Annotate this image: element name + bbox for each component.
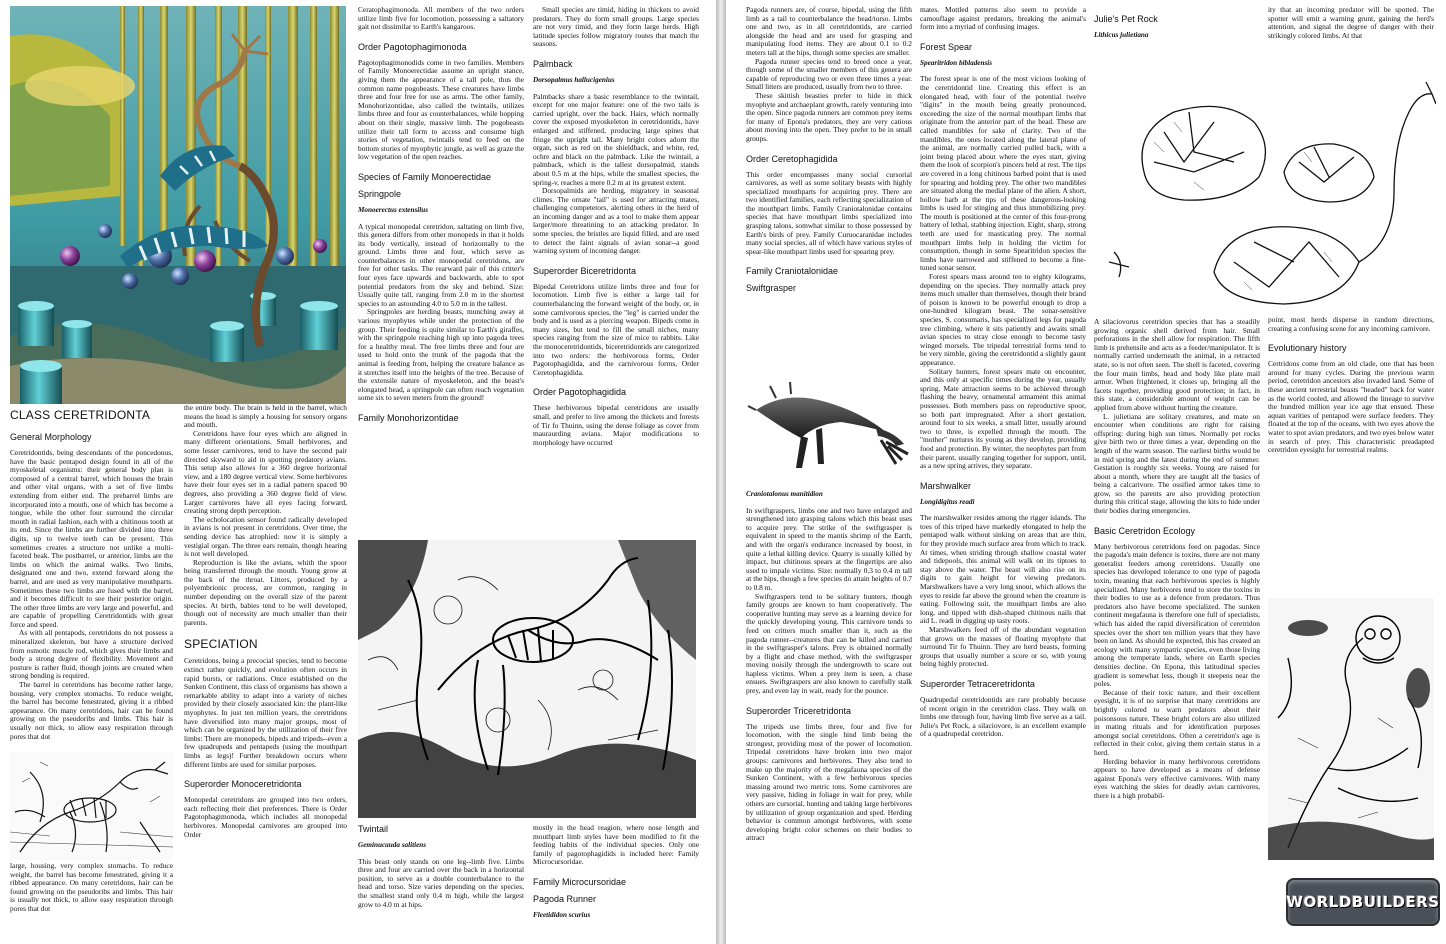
heading-basic-ceretridon-ecology: Basic Ceretridon Ecology xyxy=(1094,525,1196,536)
jungle-scene-illustration xyxy=(10,6,346,404)
heading-marshwalker: Marshwalker xyxy=(920,480,972,491)
heading-forest-spear: Forest Spear xyxy=(920,41,973,52)
twintail-sketch-illustration xyxy=(358,540,696,818)
heading-family-microcursoridae: Family Microcursoridae xyxy=(533,876,627,887)
paragraph: Marshwalkers feed off of the abundant vegetation that grows on the masses of floating myophyte that surround Tir fo Thuinn. They are herd beasts, forming groups that usually number a score or so, with young being highly protected. xyxy=(920,625,1086,669)
heading-order-ceretophagidida: Order Ceretophagidida xyxy=(746,153,838,164)
scientific-name: Dorsopalmus hallucigenius xyxy=(533,75,615,84)
pet-rock-sketch-illustration xyxy=(1094,52,1436,314)
paragraph: The marshwalker resides among the rigger islands. The toes of this triped have markedly elongated to help the pentapod walk without sinking on areas that are thin, for they provide much surface area from which to track. At times, when striding through shallow coastal water and tidepools, this animal will walk on its tiptoes to stay above the water. The beast will also rise on its digits to gain height for viewing predators. Marshwalkers have a very long snout, which allows the eyes to reside far above the ground when the creature is eating. Following suit, the mouthpart limbs are also long, and tipped with dish-shaped chitinous nails that aid L. readi in digging up tasty roots. xyxy=(920,513,1086,626)
paragraph: Pagoda runners are, of course, bipedal, using the fifth limb as a tail to counterbalance the head/torso. Limbs one and two, as in all ceretridontids, are carried alongside the head and are used for grasping and manipulating food items. They are about 0.1 to 0.2 meters tall at the hips, though some species are smaller. xyxy=(746,6,912,57)
paragraph: Ceretridons have four eyes which are aligned in many different orientations. Small herbivores, and some lesser carnivores, tend to have the second pair directed skyward to aid in spotting predatory avians. This setup also allows for a 360 degree horizontal view, and a 180 degree vertical view. Some herbivores have their four eyes set in a radial pattern spaced 90 degrees, also providing a 360 degree field of view. Larger carnivores have all eyes facing forward, creating strong depth perception. xyxy=(184,428,347,516)
paragraph-continued: large, housing, very complex stomachs. To reduce weight, the barrel has become fenestrated, giving it a ribbed appearance. On many ceretridons, hair can be found growing on the pseudoribs and limbs. This hair is usually not thick, to allow easy respiration through pores that dot xyxy=(10,862,173,913)
paragraph: mostly in the head reagion, where nose length and mouthpart limb styles have been modified to fit the feeding habits of the individual species. Only one family of pagotophagidids is included here: Family Microcursoridae. xyxy=(533,823,699,867)
left-column-1 xyxy=(10,404,173,752)
right-page xyxy=(726,0,1446,944)
heading-superorder-triceretridonta: Superorder Triceretridonta xyxy=(746,705,852,716)
paragraph: A typical monopedal ceretridon, saltating on limb five, this genera differs from other monopeds in that it holds its body vertically, instead of horizontally to the ground. Limbs three and four, which serve as counterbalances in other monopedal ceretridons, are free for other tasks. The rearward pair of this critter's four eyes face upwards and backwards, able to spot potential predators from the sky and behind. Size: Usually quite tall, ranging from 2.0 m in the shortest species to an astounding 4.0 to 5.0 m in the tallest. xyxy=(358,221,524,308)
paragraph: Swiftgraspers tend to be solitary hunters, though family groups are known to hunt cooperatively. The cooperative hunting may serve as a learning device for the quickly developing young. This carnivore tends to feed on critters much smaller than it, such as the pagoda runner--creatures that can be killed and carried in the swiftgrasper's talons. Prey is obtained normally by a flight and chase method, with the swiftgrasper moving noisily through the undergrowth to scare out hapless victims. When a prey item is seen, a chase ensues. Swiftgraspers are also known to carefully stalk prey, and even lay in wait, ready for the pounce. xyxy=(746,591,912,696)
logo-text: WORLDBUILDERS xyxy=(1286,893,1440,911)
swiftgrasper-illustration xyxy=(746,380,916,472)
worldbuilders-logo xyxy=(1286,878,1440,926)
scientific-name: Monoerectus extensilus xyxy=(358,205,429,214)
paragraph: A silaciovorus ceretridon species that has a steadily growing organic shell derived from hair. Small perforations in the shell allow for respiration. The fifth limb is prehensile and acts as a feeder/manipulator. It is normally carried underneath the animal, in a retracted state, so is not often seen. The shell is faceted, covering the four main limbs, head and body like plate mail armor. When frightened, it closes up, bringing all the facets together, providing good protection; in fact, in this state, a considerable amount of weight can be applied from above without hurting the creature. xyxy=(1094,318,1260,412)
page-gutter xyxy=(716,0,726,944)
right-column-3 xyxy=(1094,318,1260,942)
paragraph: Because of their toxic nature, and their excellent eyesight, it is of no surprise that many ceretridons are brightly colored to warn predators about their poisonsous nature. These bright colors are also utilized in mating rituals and for identification purposes amongst social ceretridons. Often a ceretridon's age is reflected in their color, giving them certain status in a herd. xyxy=(1094,687,1260,757)
paragraph: Monopedal ceretridons are grouped into two orders, each reflecting their diet preferences. There is Order Pagotophagimonoda, which includes all monopedal herbivores. Monopedal carnivores are grouped into Order xyxy=(184,795,347,839)
paragraph: This beast only stands on one leg--limb five. Limbs three and four are carried over the back in a horizontal position, to serve as a double counterbalance to the head and torso. Size varies depending on the species, the smallest stand only 0.4 m high, while the largest grow to 4.0 m at hips. xyxy=(358,856,524,909)
right-column-1 xyxy=(746,6,912,376)
paragraph: ity that an incoming predator will be spotted. The spotter will emit a warning grunt, gaining the herd's attention, and signal the degree of danger with their strikingly colored limbs. At that xyxy=(1268,6,1434,40)
paragraph: L. julietiana are solitary creatures, and mate on encounter when conditions are right for raising offspring: during high sun times. Normally pet rocks give birth two or three times a year, depending on the length of the warm season. The earliest births would be in mid spring and the latest during the end of summer. Gestation is roughly six weeks. Young are raised for about a month, where they are taught all the basics of being a calcarivore. The ossified armor takes time to grow, so the parents are also providing protection during this critical stage, allowing the kits to hide under their bodies during emergencies. xyxy=(1094,411,1260,516)
heading-palmback: Palmback xyxy=(533,58,573,69)
heading-speciation: SPECIATION xyxy=(184,637,258,652)
heading-twintail: Twintail xyxy=(358,824,389,834)
right-column-1-lower xyxy=(746,486,912,942)
paragraph: Pagotophagimonodids come in two families. Members of Family Monoerectidae assume an upright stance, giving them the appearance of a tall pole, thus the common name pogobeasts. These creatures have limbs three and four free for use as arms. The other family, Monohorizontidae, also called the twintails, utilizes limbs three and four as counterbalances, while hopping about on their single, massive limb. The pogobeasts utilize their tall form to access and consume high stories of vegetation, twintails tend to feed on the bottom stories of myophytic jungle, as well as graze the low vegetation of the open reaches. xyxy=(358,57,524,162)
paragraph: Bipedal Ceretridons utilize limbs three and four for locomotion. Limb five is either a large tail for counterbalancing the forward weight of the body, or, in some carnivorous species, the "leg" is carried under the body and is used as a piercing weapon. Bipeds come in many sizes, but tend to fill the small niches, many species ranging from the size of mice to rabbits. Like the monoceretridontids, biceretridontids are categorized into two orders: the herbivorous forms, Order Pagotophagidida, and the carnivorous forms, Order Ceretophagidida. xyxy=(533,281,699,377)
heading-family-monohorizontidae: Family Monohorizontidae xyxy=(358,412,459,423)
paragraph: Herding behavior in many herbivorous ceretridons appears to have developed as a means of defense against Epona's very effective carnivores. With many eyes watching the skies for deadly avian carnivores, there is a high probabil- xyxy=(1094,756,1260,800)
scientific-name: Craniotalonus manitidion xyxy=(746,490,823,498)
heading-springpole: Springpole xyxy=(358,188,402,199)
left-column-3-lower xyxy=(358,820,524,942)
scientific-name: Geminucauda salitiens xyxy=(358,841,427,849)
paragraph: Solitary hunters, forest spears mate on encounter, and this only at specific times during the year, usually spring. Mate attraction seems to be achieved through flashing the heavy, ornamental armament this animal possesses. Both members pass on reproductive spoor, so both part impregnated. After a short gestation, around four to six weeks, a small litter, usually around two to three, is expelled through the mouth. The "mother" nurtures its young as they develop, providing food and protection. By winter, the neophytes part from their parent, usually ranging together for support, until, as a new spring arrives, they separate. xyxy=(920,366,1086,471)
paragraph: In swiftgraspers, limbs one and two have enlarged and strengthened into grasping talons which this beast uses to acquire prey. The strike of the swiftgrasper is equivalent in speed to the mantis shrimp of the Earth, and with the organ's endurance increased by boost, in quite a lethal killing device. Quarry is usually killed by impact, but chitinous spears at the fingertips are also used to impale victims. Size: normally 0.3 to 0.4 m tall at the hips, though a few species do attain heights of 0.7 to 0.8 m. xyxy=(746,505,912,592)
heading-pagoda-runner: Pagoda Runner xyxy=(533,893,597,904)
left-column-4-lower xyxy=(533,820,699,942)
paragraph: Quadrupedal ceretridontids are rare probably because of recent origin in the ceretridon class. They walk on limbs one through four, having limb five serve as a tail. Julie's Pet Rock, a silaciovore, is an excellent example of a quadrupedal ceretridon. xyxy=(920,694,1086,739)
heading-superorder-biceretridonta: Superorder Biceretridonta xyxy=(533,265,637,276)
paragraph: Small species are timid, hiding in thickets to avoid predators. They do form small groups. Large species are not very timid, and they form large herds. High latitude species follow migratory routes that match the seasons. xyxy=(533,6,699,49)
heading-swiftgrasper: Swiftgrasper xyxy=(746,283,797,294)
paragraph: As with all pentapods, ceretridons do not possess a mineralized skeleton, but have a structure derived from osmotic muscle rod, which gives their limbs and body a strong degree of flexibility. Movement and posture is rather fluid, though joints are created when strong bending is required. xyxy=(10,628,173,681)
left-column-3 xyxy=(358,6,524,530)
scientific-name: Spearitridon bibladensis xyxy=(920,58,993,67)
right-column-2 xyxy=(920,6,1086,942)
paragraph: Dorsopalmids are herding, migratory in seasonal climes. The ornate "tail" is used for attracting mates, challenging competetors, alerting others in the herd of an incoming danger and as a tool to make them appear larger/more threatining to an attacking predator. In some species, the bristles are liquid filled, and are used to detect the faint signals of avian sonar--a good warning system of incoming danger. xyxy=(533,186,699,256)
heading-family-monoerectidae: Species of Family Monoerectidae xyxy=(358,171,492,182)
paragraph: Ceretridontids, being descendants of the poncedonus, have the basic pentapod design found in all of the myoskeletal organisms: their general body plan is composed of a central barrel, which houses the brain and other vital organs, with a set of five limbs extending from either end. The prebarrel limbs are incorporated into a mouth, one of which has become a tongue, while the other four surround the circular mouth in radial fashion, each with a chitinous tooth at its end. Since the limbs are further divided into three digits, up to twelve teeth can be present. This sometimes creates a structure not unlike a multi-faceted beak. The postbarrel, or anterior, limbs are the limbs on which the animal walks. Two limbs, designated one and two, extend forward along the barrel, and are used as very manipulative mouthparts. Sometimes these two limbs are fused with the barrel, and it becomes difficult to see their posterior origin. The other three limbs are very large and powerful, and are capable of propelling Ceretridontids with great force and speed. xyxy=(10,448,173,629)
paragraph: Forest spears mass around ten to eighty kilograms, depending on the species. They normally attack prey items much smaller than themselves, though their brand of poison is known to be powerful enough to drop a one-hundred kilogram beast. The sonar-sensitive species, S. consumaris, has specialized legs for pagoda tree climbing, where it sits patiently and awaits small avian species to stray close enough to become tasty winged morsels. The tripedal terrestrial forms tend to be very nimble, giving the ceretridontid a slightly gaunt appearance. xyxy=(920,272,1086,367)
scientific-name: Lithicus julietiana xyxy=(1094,31,1149,39)
scientific-name: Longidigitus readi xyxy=(920,497,975,506)
paragraph: These skittish beasties prefer to hide in thick myophyte and archaeplant growth, rarely venturing into the open. Since pagoda runners are common prey items for many of Epona's predators, they are very catious about moving into the open. They prefer to be in small groups. xyxy=(746,90,912,143)
ceretridon-ecology-sketch-illustration xyxy=(1268,598,1434,860)
heading-superorder-monoceretridonta: Superorder Monoceretridonta xyxy=(184,779,302,790)
scientific-name: Fleetididon scurius xyxy=(533,910,591,919)
heading-general-morphology: General Morphology xyxy=(10,432,92,442)
heading-family-craniotalonidae: Family Craniotalonidae xyxy=(746,266,839,277)
right-column-4-top xyxy=(1268,6,1434,50)
paragraph: Reproduction is like the avians, whith the spoor being transferred through the mouth. Young grow at the back of the throat. Litters, produced by a polyembrionic process, are common, ranging in number depending on the overall size of the parent species. At birth, babies tend to be well developed, though out of necessity are much smaller than their parents. xyxy=(184,557,347,627)
paragraph: the entire body. The brain is held in the barrel, which means the head is simply a housing for sensory organs and mouth. xyxy=(184,404,347,430)
heading-evolutionary-history: Evolutionary history xyxy=(1268,343,1347,354)
paragraph: Many herbivorous ceretridons feed on pagodas. Since the pagoda's main defence is toxins, there are not many generalist feeders among ceretridons. Usually one species has developed tolerance to one type of pagoda toxin, meaning that each herbivorous species is highly specialized. Many herbivores tend to store the toxins in their bodies to use as a defence from predators. Thus predators also have become specialized. The sunken continent megafauna is therefore one full of specialists, which has aided the rapid diversification of ceretridon species over the short ten million years that they have been on land. As should be expected, this has created an ecology with many sympatric species, even those living among the temperate lands, where on Earth species densities decline. On Epona, this latitudinal species gradient is somewhat less, though it steepens near the poles. xyxy=(1094,541,1260,689)
paragraph: Ceretridons, being a precocial species, tend to become extinct rather quickly, and evolution often occurs in rapid bursts, or radiations. Once established on the Sunken Continent, this class of organisms has shown a remarkable ability to adapt into a variety of niches provided by their closely associated kin: the plant-like myophytes. In just ten million years, the ceretridons have diversified into many major groups, most of which can be organized by the utilization of their five limbs: There are monopeds, bipeds and tripeds--even a few quadrupeds and pentapeds (using the mouthpart limbs as legs)! Further breakdown occurs where different limbs are used for similar purposes. xyxy=(184,656,347,769)
right-column-3-header xyxy=(1094,14,1260,48)
heading-superorder-tetraceretridonta: Superorder Tetraceretridonta xyxy=(920,678,1035,689)
paragraph: The tripeds use limbs three, four and five for locomotion, with the single hind limb being the strongest, providing most of the power of locomotion. Tripedal ceretridons have broken into two major groups: carnivores and herbivores. They also tend to make up the majority of the megafauna species of the Sunken Continent, with a few herbivorous species massing around two metric tons. Some carnivores are very passive, hiding in foliage in wait for prey, while others are cursorial, hunting and taking large herbivores by utilization of group organization and sped. Herding behavior is common amongst herbivores, with some developing bright color schemes on their bodies to attract xyxy=(746,721,912,843)
heading-order-pagotophagidida: Order Pagotophagidida xyxy=(533,387,627,398)
paragraph: Palmbacks share a basic resemblance to the twintail, except for one major feature: one of the two tails is carried upright, over the back. Hairs, which normally cover the exposed myoskeleton in ceretridontids, have enlarged and stiffened, producing large spines that fringe the upright tail. Many bright colors adorn the organ, such as red on the shieldback, and white, red, ochre and black on the palmback. Like the twintail, a palmback, which is the tallest dorsopalmid, stands about 0.5 m at the hips, while the smallest species, the spring-v, reaches a mere 0.2 m at its greatest extent. xyxy=(533,91,699,187)
paragraph: Certridons come from an old clade, one that has been around for many cycles. During the previous warm period, ceretridon ancestors also invaded land. Some of these ancient terrestrial beasts "headed" back for water as the world cooled, and allowed the lineage to survive the hundred million year ice age that ensued. These aquan varities of pentapod were surface feeders. They floated at the top of the oceans, with two eyes above the water to spot avian predators, and two eyes below water in search of prey. This characteristic preadapted ceretridon eyesight for terrestrial realms. xyxy=(1268,359,1434,455)
paragraph: This order encompasses many social cursorial carnivores, as well as some solitary beasts with highly specialized mouthparts for acquiring prey. There are two identified families, each reflecting specialization of the mouthpart limbs. Family Craniotalonidae contains species that have mouthpart limbs specialized into grasping talons, somwhat similar to those possessed by Earth's birds of prey. Family Curuocaranidae includes many social species, all of which have various styles of spear-like mouthpart limbs used for spearing prey. xyxy=(746,169,912,256)
left-column-4 xyxy=(533,6,699,536)
paragraph: Springpoles are herding beasts, munching away at various myophytes while under the protection of the group. Their feeding is quite similar to Earth's giraffes, with the springpole reaching high up into pagoda trees for a healthy meal. The free limbs three and four are used to hold onto the trunk of the pagoda that the animal is feeding from, helping the creature balance as it stretches itself into the heights of the tree. Because of the extensile nature of myoskeleton, and the beast's elongated head, a springpole can often reach vegetation some six to seven meters from the ground! xyxy=(358,307,524,403)
heading-julies-pet-rock: Julie's Pet Rock xyxy=(1094,14,1158,24)
left-column-1-continued xyxy=(10,862,173,942)
paragraph: These herbivorous bipedal ceretridons are usually small, and prefer to live among the thickets and forests of Tir fo Thuinn, using the dense foliage as cover from mauraurding avians. Major modifications to morphology have occurred xyxy=(533,403,699,447)
paragraph: The forest spear is one of the most vicious looking of the ceretridontid line. Creating this effect is an elongated head, with four of the potential twelve "digits" in the mouth being greatly pronounced, exceeding the size of the normal mouthpart limbs that originate from the anterior part of the head. These are called mandibles for sake of clarity. Two of the mandibles, the ones located along the lateral plane of the animal, are normally carried pulled back, with a joint being placed about where the eyes start, giving them the look of scorpion's pincers held at rest. The tips are covered in a long chitinous barbed point that is used for spearing and holding prey. The other two mandibles are situated along the medial plane of the alien. A short, hollow barb at the tips of these dangerous-looking limbs is used for stinging and thus immobilizing prey. The mouth is positioned at the center of this four-prong battery of lethal, stabbing injection. Eight, sharp, strong teeth are used for masticating prey. The normal mouthpart limbs help in holding the victim for consumption, though in some Spearitridon species the limbs have narrowed and stiffened to become a fine-tuned sonar sensor. xyxy=(920,74,1086,273)
paragraph: The barrel in ceretridons has become rather large, housing, very complex stomachs. To reduce weight, the barrel has become fenestrated, giving it a ribbed appearance. On many ceretridons, hair can be found growing on the pseudoribs and limbs. This hair is usually not thick, to allow easy respiration through pores that dot xyxy=(10,680,173,741)
left-column-2 xyxy=(184,404,347,942)
class-title: CLASS CERETRIDONTA xyxy=(10,408,151,422)
paragraph: mates. Mottled patterns also seem to provide a camouflage against predators, breaking the animal's form into a myriad of confusing images. xyxy=(920,6,1086,32)
heading-order-pagotophagimonoda: Order Pagotophagimonoda xyxy=(358,41,467,52)
paragraph: Ceratophagimonoda. All members of the two orders utilize limb five for locomotion, possessing a saltatory gait not dissimilar to Earth's kangaroos. xyxy=(358,6,524,32)
right-column-4 xyxy=(1268,316,1434,586)
paragraph: Pagoda runner species tend to breed once a year, though some of the smaller members of this genera are capable of reproducing two or even three times a year. Small litters are produced, usually from two to three. xyxy=(746,56,912,92)
paragraph: point, most herds disperse in random directions, creating a confusing scene for any incoming carnivore. xyxy=(1268,316,1434,333)
paragraph: The echolocation sensor found radically developed in avians is not present in ceretridons. Over time, the sending device has atrophied: now it is simply a vestigial organ. The three ears remain, though hearing is not well developed. xyxy=(184,514,347,559)
left-page xyxy=(0,0,716,944)
ceretridon-sketch-illustration xyxy=(10,752,173,860)
